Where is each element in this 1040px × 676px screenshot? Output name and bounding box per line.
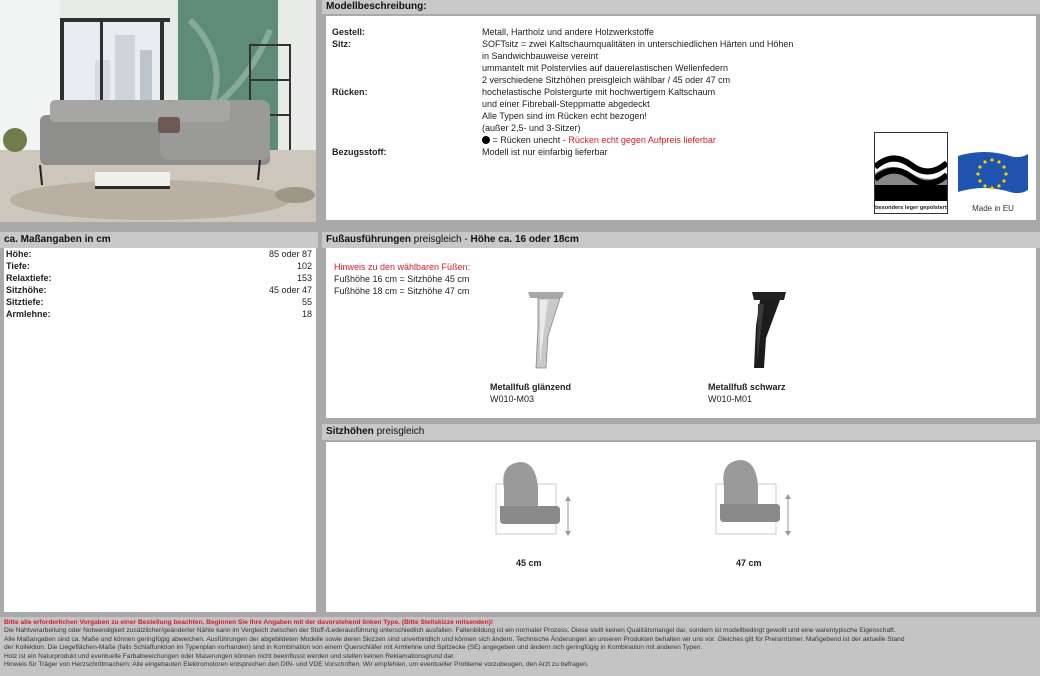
feet-header-bold: Fußausführungen: [326, 234, 411, 245]
armrest-value: 18: [301, 309, 312, 319]
chrome-foot-name: Metallfuß glänzend: [490, 382, 571, 392]
seat-heights-panel: [322, 424, 1040, 614]
seat-text-4: 2 verschiedene Sitzhöhen preisgleich wählbar / 45 oder 47 cm: [482, 75, 731, 85]
back-legend: [482, 134, 716, 146]
footer-notes: [0, 617, 1040, 676]
back-text-3: Alle Typen sind im Rücken echt bezogen!: [482, 111, 647, 121]
chrome-foot-code: W010-M03: [490, 394, 535, 404]
seat-depth-label: Sitztiefe:: [6, 297, 44, 307]
model-description-box: [326, 16, 1036, 220]
feet-header: [322, 232, 1040, 248]
seat-label: Sitz:: [332, 39, 351, 49]
feet-hint: Hinweis zu den wählbaren Füßen:: [334, 262, 471, 272]
seat-heights-header-normal: preisgleich: [376, 426, 425, 437]
eu-badge-text: Made in EU: [972, 204, 1014, 213]
feet-line-1: Fußhöhe 16 cm = Sitzhöhe 45 cm: [334, 274, 470, 284]
legend-dot-text: = Rücken unecht -: [492, 135, 566, 145]
wave-spring-icon: [875, 133, 947, 201]
model-description-header: Modellbeschreibung:: [322, 0, 1040, 14]
seat-height-label: Sitzhöhe:: [6, 285, 47, 295]
fabric-text: Modell ist nur einfarbig lieferbar: [482, 147, 608, 157]
frame-text: Metall, Hartholz und andere Holzwerkstoffe: [482, 27, 654, 37]
seat-45-label: 45 cm: [516, 558, 542, 568]
footer-line-5: Holz ist ein Naturprodukt und eventuelle Farbabweichungen oder Maserungen können nicht beeinflusst werden und stellen keinen Reklamationsgrund dar.: [4, 652, 455, 660]
black-foot-icon: [734, 286, 794, 376]
relax-depth-label: Relaxtiefe:: [6, 273, 52, 283]
chrome-foot-icon: [518, 286, 578, 376]
suspension-badge: [874, 132, 948, 214]
footer-line-6: Hinweis für Träger von Herzschrittmachern: Alle eingebauten Elektromotoren entsprechen den DIN- und VDE Vorschriften. Wir empfehlen, um eventueller Probleme vorzubeugen, den Arzt zu befragen.: [4, 661, 589, 669]
legend-red-text: Rücken echt gegen Aufpreis lieferbar: [568, 135, 716, 145]
feet-header-normal: preisgleich -: [413, 234, 468, 245]
seat-45-sketch-icon: [490, 458, 580, 548]
suspension-badge-text: besonders leger gepolstert: [875, 205, 947, 211]
feet-panel: [322, 232, 1040, 422]
product-photo: [0, 0, 316, 222]
height-label: Höhe:: [6, 249, 32, 259]
depth-label: Tiefe:: [6, 261, 30, 271]
model-description-panel: [322, 0, 1040, 222]
back-text-2: und einer Fibreball-Steppmatte abgedeckt: [482, 99, 650, 109]
seat-heights-header-bold: Sitzhöhen: [326, 426, 374, 437]
seat-text-3: ummantelt mit Polstervlies auf dauerelastischen Wellenfedern: [482, 63, 728, 73]
footer-line-4: der Kollektion. Die Liegeflächen-Maße (falls Schlaffunktion im Typenplan vorhanden) sind in Kombination von einem Querschläfer mit Armlehne und Spitzecke (SE) angegeben und ändern sich geringfügig in Kombination mit anderen Typen.: [4, 644, 703, 652]
black-foot-name: Metallfuß schwarz: [708, 382, 786, 392]
back-text-4: (außer 2,5- und 3-Sitzer): [482, 123, 581, 133]
height-value: 85 oder 87: [268, 249, 312, 259]
feet-line-2: Fußhöhe 18 cm = Sitzhöhe 47 cm: [334, 286, 470, 296]
back-label: Rücken:: [332, 87, 368, 97]
seat-47-sketch-icon: [710, 458, 800, 548]
depth-value: 102: [296, 261, 312, 271]
frame-label: Gestell:: [332, 27, 366, 37]
relax-depth-value: 153: [296, 273, 312, 283]
black-foot-code: W010-M01: [708, 394, 753, 404]
seat-height-value: 45 oder 47: [268, 285, 312, 295]
footer-line-3: Alle Maßangaben sind ca. Maße und können geringfügig abweichen. Ausführungen der abgebildeten Modelle sowie deren Skizzen sind unverbindlich und können sich ändern. Technische Änderungen an unseren Produkten behalten wir uns vor. Gleiches gilt für Preisirrtümer. Maßgebend ist der aktuelle Stand: [4, 635, 905, 643]
dimensions-header: ca. Maßangaben in cm: [0, 232, 318, 248]
seat-text-2: in Sandwichbauweise vereint: [482, 51, 599, 61]
seat-heights-box: [326, 442, 1036, 612]
seat-text-1: SOFTsitz = zwei Kaltschaumqualitäten in unterschiedlichen Härten und Höhen: [482, 39, 794, 49]
legend-dot-icon: [482, 136, 490, 144]
footer-line-2: Die Nahtverarbeitung oder Notwendigkeit zusätzlicher/geänderter Nähte kann im Vergleich zwischen der Stoff-/Lederausführung unterschiedlich ausfallen. Faltenbildung ist ein normaler Prozess. Diese stellt keinen Qualitätsmangel dar, sondern ist modellbedingt gewollt und eine warentypische Eigenschaft.: [4, 627, 896, 635]
dimensions-box: [4, 248, 316, 612]
seat-47-label: 47 cm: [736, 558, 762, 568]
feet-header-height: Höhe ca. 16 oder 18cm: [470, 234, 579, 245]
back-text-1: hochelastische Polstergurte mit hochwertigem Kaltschaum: [482, 87, 716, 97]
model-description-list: [332, 26, 892, 166]
dimensions-panel: [0, 232, 318, 614]
seat-depth-value: 55: [301, 297, 312, 307]
dimensions-list: [6, 248, 312, 328]
feet-box: [326, 248, 1036, 418]
eu-badge: [954, 150, 1032, 216]
armrest-label: Armlehne:: [6, 309, 51, 319]
fabric-label: Bezugsstoff:: [332, 147, 387, 157]
seat-heights-header: [322, 424, 1040, 440]
footer-warning: Bitte alle erforderlichen Vorgaben zu einer Bestellung beachten. Beginnen Sie Ihre Angaben mit der davorstehend linken Type. (Bitte Stellskizze mitsenden)!: [4, 619, 494, 626]
eu-flag-icon: [954, 150, 1032, 200]
